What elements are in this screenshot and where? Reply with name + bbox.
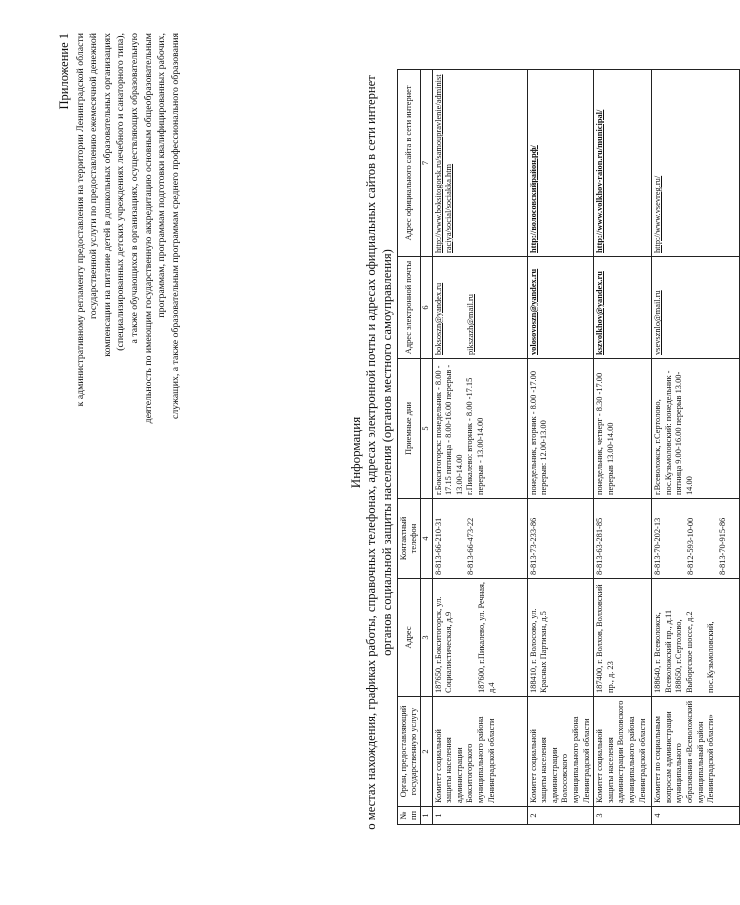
address-cell: 187400, г. Волхов, Волховский пр., д. 23 [594, 579, 652, 697]
organ-cell: Комитет социальной защиты населения администрации Волховского муниципального района Ленинградской области [594, 697, 652, 807]
header-days: Приемные дни [398, 359, 421, 499]
header-phone: Контактный телефон [398, 499, 421, 579]
address-cell [652, 579, 740, 697]
header-site: Адрес официального сайта в сети интернет [398, 70, 421, 257]
days-cell: понедельник, четверг - 8.30 -17.00 перерыв 13.00-14.00 [594, 359, 652, 499]
col-number: 6 [421, 257, 433, 359]
address-line: 188640, г. Всеволожск, Всеволожский пр., д.11 [653, 609, 673, 693]
site-cell [652, 70, 740, 257]
site-link[interactable]: http://www.boksitogorsk.ru/samoupravlenie/administraciya/social/sociakka.htm [433, 74, 454, 253]
site-cell [527, 70, 594, 257]
address-line: 187600, г.Пикалево, ул. Речная, д.4 [476, 582, 497, 693]
table-header-row [398, 70, 421, 825]
header-address: Адрес [398, 579, 421, 697]
site-cell [432, 70, 527, 257]
days-text: г.Бокситогорск: понедельник - 8.00 - 17.15 пятница - 8.00-16.00 перерыв - 13.00-14.00 [433, 364, 464, 495]
header-email: Адрес электронной почты [398, 257, 421, 359]
site-link[interactable]: http://www.volkhov-raion.ru/municipal/ [595, 109, 605, 253]
email-cell [594, 257, 652, 359]
col-number: 1 [421, 807, 433, 825]
heading-title: Информация [348, 416, 363, 489]
days-cell: г.Всеволожск, г.Сертолово, пос.Кузьмоловский: понедельник - пятница 9.00-16.00 перерыв 13.00-14.00 [652, 359, 740, 499]
column-number-row [421, 70, 433, 825]
email-cell [432, 257, 527, 359]
address-line: 187650, г.Бокситогорск, ул. Социалистическая, д.9 [433, 596, 454, 693]
heading-subtitle: о местах нахождения, графиках работы, справочных телефонах, адресах электронной почты и адресах официальных сайтов в сети интернет [364, 75, 378, 830]
col-number: 3 [421, 579, 433, 697]
days-cell [432, 359, 527, 499]
email-link[interactable]: kszvolkhov@yandex.ru [595, 271, 605, 355]
appendix-line: деятельность по имеющим государственную аккредитацию основным общеобразовательным [142, 33, 154, 424]
site-link[interactable]: http://волосовскийрайон.рф/ [528, 145, 538, 253]
header-organ: Орган, предоставляющий государственную услугу [398, 697, 421, 807]
organ-cell: Комитет по социальным вопросам администрации муниципального образования «Всеволожский муниципальный район Ленинградской области» [652, 697, 740, 807]
table-row [527, 70, 594, 825]
row-number: 4 [652, 807, 740, 825]
info-table [397, 69, 740, 825]
header-num: № пп [398, 807, 421, 825]
phone-number: 8-813-66-473-22 [466, 517, 476, 575]
table-row [432, 70, 527, 825]
appendix-line: служащих, а также образовательным программам среднего профессионального образования [169, 33, 181, 419]
table-row [594, 70, 652, 825]
appendix-line: государственной услуги по предоставлению ежемесячной денежной [88, 33, 100, 319]
phone-cell: 8-813-63-281-85 [594, 499, 652, 579]
phone-cell [432, 499, 527, 579]
address-line: 188650, г.Сертолово, Выборгское шоссе, д.2 [674, 611, 694, 693]
phone-number: 8-813-70-915-86 [718, 517, 728, 575]
email-link[interactable]: pikszazh@mail.ru [466, 294, 476, 355]
row-number: 2 [527, 807, 594, 825]
phone-number: 8-812-593-10-00 [685, 517, 695, 575]
appendix-title: Приложение 1 [57, 33, 71, 110]
phone-number: 8-813-66-210-31 [433, 517, 443, 575]
site-link[interactable]: http://www.vsevreg.ru/ [653, 175, 663, 253]
email-link[interactable]: volosovoszn@yandex.ru [528, 268, 538, 355]
email-cell [652, 257, 740, 359]
appendix-line: компенсации на питание детей в дошкольных образовательных организациях [101, 33, 113, 357]
days-cell: понедельник, вторник - 8.00 -17.00 перерыв: 12.00-13.00 [527, 359, 594, 499]
address-cell [432, 579, 527, 697]
heading-subtitle-2: органов социальной защиты населения (органов местного самоуправления) [380, 249, 394, 656]
email-cell [527, 257, 594, 359]
col-number: 2 [421, 697, 433, 807]
col-number: 7 [421, 70, 433, 257]
organ-cell: Комитет социальной защиты населения администрации Бокситогорского муниципального района Ленинградской области [432, 697, 527, 807]
address-line: пос.Кузьмоловский, [705, 621, 715, 693]
email-link[interactable]: boksoszn@yandex.ru [433, 282, 443, 355]
row-number: 1 [432, 807, 527, 825]
phone-cell: 8-813-73-233-86 [527, 499, 594, 579]
address-cell: 188410, г. Волосово, ул. Красных Партизан, д.5 [527, 579, 594, 697]
phone-number: 8-813-70-202-13 [653, 517, 663, 575]
appendix-line: а также обучающихся в организациях, осуществляющих образовательную [128, 33, 140, 344]
col-number: 4 [421, 499, 433, 579]
days-text: г.Пикалево: вторник - 8.00 -17.15 перерыв - 13.00-14.00 [465, 377, 485, 495]
table-row [652, 70, 740, 825]
phone-cell [652, 499, 740, 579]
appendix-line: к административному регламенту предоставления на территории Ленинградской области [74, 33, 86, 407]
appendix-block [58, 33, 182, 863]
email-link[interactable]: vsevsznlo@mail.ru [653, 290, 663, 355]
organ-cell: Комитет социальной защиты населения администрации Волосовского муниципального района Ленинградской области [527, 697, 594, 807]
site-cell [594, 70, 652, 257]
col-number: 5 [421, 359, 433, 499]
appendix-line: программам, программам подготовки квалифицированных рабочих, [156, 33, 168, 318]
row-number: 3 [594, 807, 652, 825]
appendix-line: (специализированных детских учреждениях лечебного и санаторного типа), [115, 33, 127, 351]
